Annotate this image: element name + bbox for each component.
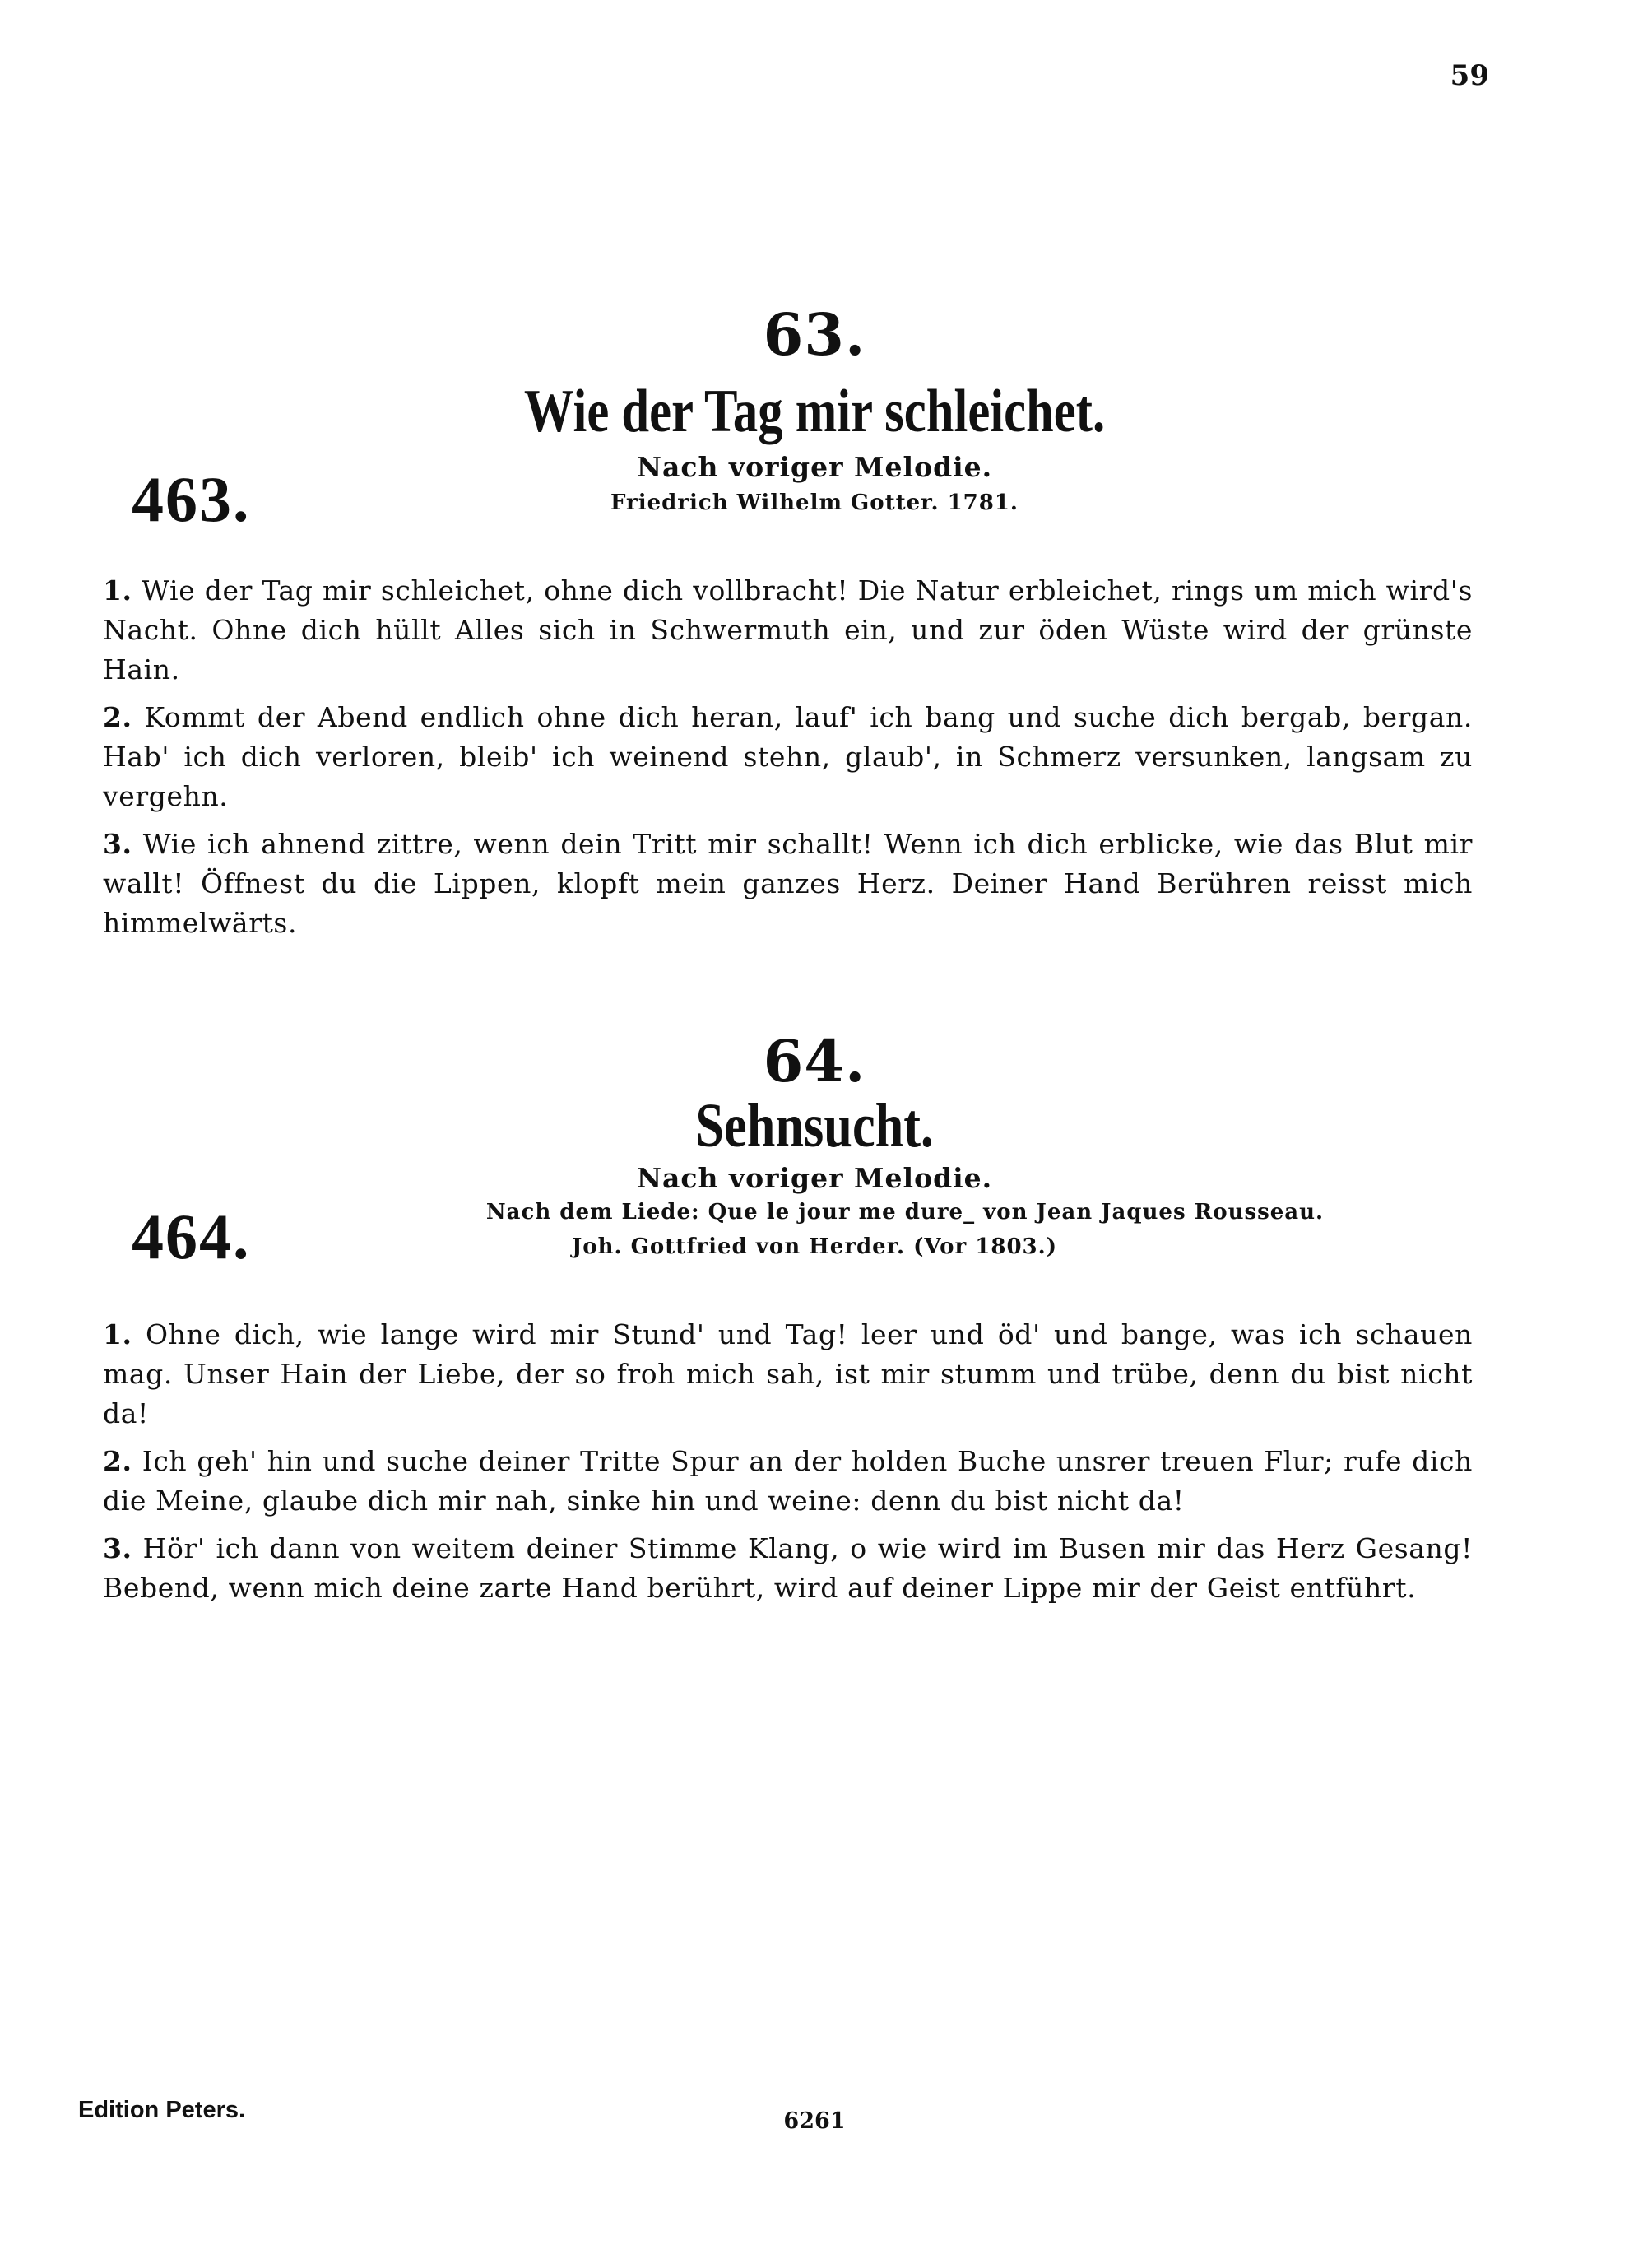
stanza-text: Wie ich ahnend zittre, wenn dein Tritt mir schallt! Wenn ich dich erblicke, wie das Blut mir wallt! Öffnest du die Lippen, klopft mein ganzes Herz. Deiner Hand Berühren reisst mich himmelwärts. [103, 828, 1473, 939]
page-number: 59 [1450, 59, 1489, 92]
stanza [103, 1315, 1473, 1434]
melody-note: Nach voriger Melodie. [636, 1162, 993, 1194]
stanza-number: 3. [103, 1532, 132, 1564]
author-credit: Friedrich Wilhelm Gotter. 1781. [610, 490, 1019, 515]
stanza-number: 1. [103, 574, 132, 607]
stanza [103, 1529, 1473, 1608]
song-title: Sehnsucht. [695, 1091, 934, 1160]
song-number: 64. [763, 1027, 866, 1095]
catalog-number: 463. [132, 463, 251, 535]
song-title: Wie der Tag mir schleichet. [523, 378, 1106, 445]
stanza [103, 698, 1473, 816]
author-credit: Joh. Gottfried von Herder. (Vor 1803.) [572, 1234, 1057, 1259]
stanza-text: Hör' ich dann von weitem deiner Stimme Klang, o wie wird im Busen mir das Herz Gesang! Bebend, wenn mich deine zarte Hand berührt, wird auf deiner Lippe mir der Geist entführt. [103, 1532, 1473, 1604]
stanza-list [103, 1315, 1473, 1616]
stanza-text: Ich geh' hin und suche deiner Tritte Spur an der holden Buche unsrer treuen Flur; rufe dich die Meine, glaube dich mir nah, sinke hin und weine: denn du bist nicht da! [103, 1445, 1473, 1517]
publisher-imprint: Edition Peters. [78, 2097, 246, 2123]
stanza-number: 2. [103, 701, 132, 733]
stanza-text: Wie der Tag mir schleichet, ohne dich vollbracht! Die Natur erbleichet, rings um mich wird's Nacht. Ohne dich hüllt Alles sich in Schwermuth ein, und zur öden Wüste wird der grünste Hain. [103, 574, 1473, 686]
stanza-number: 3. [103, 828, 132, 860]
melody-note: Nach voriger Melodie. [636, 451, 993, 483]
song-number: 63. [763, 300, 866, 369]
source-credit: Nach dem Liede: Que le jour me dure_ von Jean Jaques Rousseau. [485, 1200, 1325, 1225]
stanza [103, 571, 1473, 690]
catalog-number: 464. [132, 1201, 251, 1272]
stanza-text: Kommt der Abend endlich ohne dich heran, lauf' ich bang und suche dich bergab, bergan. Hab' ich dich verloren, bleib' ich weinend stehn, glaub', in Schmerz versunken, langsam zu vergehn. [103, 701, 1473, 812]
stanza-list [103, 571, 1473, 951]
stanza-text: Ohne dich, wie lange wird mir Stund' und Tag! leer und öd' und bange, was ich schauen mag. Unser Hain der Liebe, der so froh mich sah, ist mir stumm und trübe, denn du bist nicht da! [103, 1318, 1474, 1429]
stanza [103, 1442, 1473, 1521]
stanza-number: 2. [103, 1445, 132, 1477]
stanza [103, 825, 1473, 943]
plate-number: 6261 [783, 2108, 846, 2134]
stanza-number: 1. [103, 1318, 132, 1350]
